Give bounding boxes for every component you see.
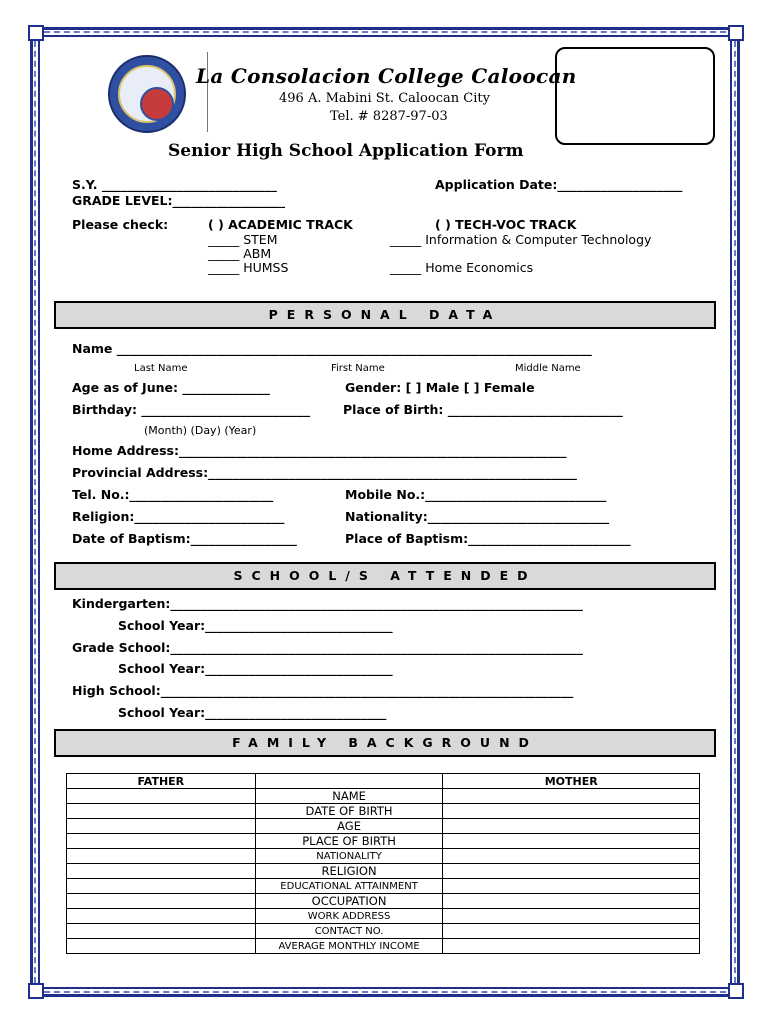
mobile-field[interactable]: Mobile No.:_____________________________ [345, 487, 607, 502]
table-row [67, 849, 700, 864]
father-cell[interactable] [67, 819, 256, 834]
father-cell[interactable] [67, 939, 256, 954]
first-name-caption: First Name [331, 363, 385, 374]
application-date-field[interactable]: Application Date:____________________ [435, 177, 683, 192]
section-header-family-background: FAMILY BACKGROUND [54, 729, 716, 757]
school-address: 496 A. Mabini St. Caloocan City [279, 91, 490, 106]
grade-level-field[interactable]: GRADE LEVEL:__________________ [72, 193, 286, 208]
name-field[interactable]: Name ____________________________________________________________________________ [72, 341, 592, 356]
mother-cell[interactable] [443, 879, 700, 894]
home-address-field[interactable]: Home Address:______________________________________________________________ [72, 443, 567, 458]
gender-field[interactable]: Gender: [ ] Male [ ] Female [345, 380, 535, 395]
techvoc-track-checkbox[interactable]: ( ) TECH-VOC TRACK [435, 217, 577, 232]
last-name-caption: Last Name [134, 363, 188, 374]
father-cell[interactable] [67, 789, 256, 804]
school-year-field[interactable]: S.Y. ____________________________ [72, 177, 277, 192]
row-label: AGE [255, 819, 443, 834]
school-name: La Consolacion College Caloocan [196, 64, 577, 88]
table-row [67, 819, 700, 834]
father-cell[interactable] [67, 849, 256, 864]
please-check-label: Please check: [72, 217, 169, 232]
religion-field[interactable]: Religion:________________________ [72, 509, 285, 524]
age-field[interactable]: Age as of June: ______________ [72, 380, 270, 395]
father-cell[interactable] [67, 834, 256, 849]
mother-column-header: MOTHER [443, 774, 700, 789]
corner-ornament [28, 983, 44, 999]
row-label: WORK ADDRESS [255, 909, 443, 924]
mother-cell[interactable] [443, 939, 700, 954]
corner-ornament [728, 25, 744, 41]
father-cell[interactable] [67, 909, 256, 924]
academic-track-checkbox[interactable]: ( ) ACADEMIC TRACK [208, 217, 353, 232]
corner-ornament [728, 983, 744, 999]
school-telephone: Tel. # 8287-97-03 [330, 109, 448, 124]
track-option-humss[interactable]: _____ HUMSS [208, 260, 289, 275]
mother-cell[interactable] [443, 789, 700, 804]
birthday-date-parts-caption: (Month) (Day) (Year) [144, 424, 257, 437]
row-label: RELIGION [255, 864, 443, 879]
table-row [67, 864, 700, 879]
table-row [67, 834, 700, 849]
grade-school-year-field[interactable]: School Year:______________________________ [118, 661, 393, 676]
father-cell[interactable] [67, 864, 256, 879]
table-row [67, 939, 700, 954]
mother-cell[interactable] [443, 909, 700, 924]
row-label: NAME [255, 789, 443, 804]
father-cell[interactable] [67, 894, 256, 909]
track-option-stem[interactable]: _____ STEM [208, 232, 278, 247]
row-label: EDUCATIONAL ATTAINMENT [255, 879, 443, 894]
family-background-table [66, 773, 700, 954]
table-row [67, 909, 700, 924]
mother-cell[interactable] [443, 849, 700, 864]
row-label: NATIONALITY [255, 849, 443, 864]
high-school-year-field[interactable]: School Year:_____________________________ [118, 705, 387, 720]
row-label: PLACE OF BIRTH [255, 834, 443, 849]
section-header-schools-attended: SCHOOL/S ATTENDED [54, 562, 716, 590]
mother-cell[interactable] [443, 864, 700, 879]
nationality-field[interactable]: Nationality:_____________________________ [345, 509, 610, 524]
mother-cell[interactable] [443, 819, 700, 834]
track-option-home-economics[interactable]: _____ Home Economics [390, 260, 534, 275]
middle-name-caption: Middle Name [515, 363, 581, 374]
row-label: OCCUPATION [255, 894, 443, 909]
row-label: CONTACT NO. [255, 924, 443, 939]
telephone-field[interactable]: Tel. No.:_______________________ [72, 487, 274, 502]
mother-cell[interactable] [443, 924, 700, 939]
school-seal-logo [108, 55, 186, 133]
father-cell[interactable] [67, 804, 256, 819]
field-column-header [255, 774, 443, 789]
table-row [67, 879, 700, 894]
grade-school-field[interactable]: Grade School:__________________________________________________________________ [72, 640, 583, 655]
place-of-birth-field[interactable]: Place of Birth: ____________________________ [343, 402, 623, 417]
father-column-header: FATHER [67, 774, 256, 789]
kindergarten-school-year-field[interactable]: School Year:______________________________ [118, 618, 393, 633]
row-label: AVERAGE MONTHLY INCOME [255, 939, 443, 954]
provincial-address-field[interactable]: Provincial Address:___________________________________________________________ [72, 465, 577, 480]
section-header-personal-data: PERSONAL DATA [54, 301, 716, 329]
track-option-ict[interactable]: _____ Information & Computer Technology [390, 232, 652, 247]
mother-cell[interactable] [443, 804, 700, 819]
photo-box [555, 47, 715, 145]
table-row [67, 789, 700, 804]
track-option-abm[interactable]: _____ ABM [208, 246, 272, 261]
table-row [67, 924, 700, 939]
father-cell[interactable] [67, 879, 256, 894]
baptism-place-field[interactable]: Place of Baptism:__________________________ [345, 531, 631, 546]
mother-cell[interactable] [443, 894, 700, 909]
mother-cell[interactable] [443, 834, 700, 849]
form-title: Senior High School Application Form [168, 141, 524, 161]
kindergarten-field[interactable]: Kindergarten:__________________________________________________________________ [72, 596, 583, 611]
table-row [67, 894, 700, 909]
birthday-field[interactable]: Birthday: ___________________________ [72, 402, 311, 417]
baptism-date-field[interactable]: Date of Baptism:_________________ [72, 531, 297, 546]
high-school-field[interactable]: High School:__________________________________________________________________ [72, 683, 574, 698]
father-cell[interactable] [67, 924, 256, 939]
row-label: DATE OF BIRTH [255, 804, 443, 819]
corner-ornament [28, 25, 44, 41]
table-row [67, 804, 700, 819]
